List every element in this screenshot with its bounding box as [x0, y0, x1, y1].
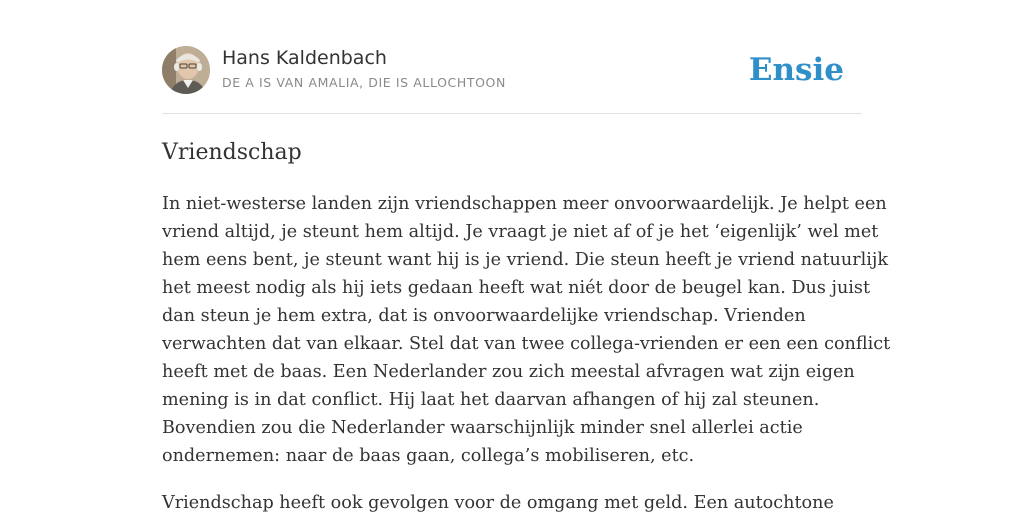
text-line: heeft met de baas. Een Nederlander zou zich meestal afvragen wat zijn eigen [162, 362, 855, 382]
text-line: het meest nodig als hij iets gedaan heeft wat niét door de beugel kan. Dus juist [162, 278, 871, 298]
brand-logo[interactable]: Ensie [748, 52, 844, 88]
author-subtitle[interactable]: DE A IS VAN AMALIA, DIE IS ALLOCHTOON [222, 75, 506, 90]
article-body [162, 190, 891, 512]
paragraph-gap [162, 470, 862, 489]
text-line: ondernemen: naar de baas gaan, collega’s mobiliseren, etc. [162, 446, 695, 466]
article-title: Vriendschap [162, 140, 302, 165]
text-line: In niet-westerse landen zijn vriendschappen meer onvoorwaardelijk. Je helpt een [162, 194, 887, 214]
text-line: hem eens bent, je steunt want hij is je vriend. Die steun heeft je vriend natuurlijk [162, 250, 888, 270]
text-line: vriend altijd, je steunt hem altijd. Je vraagt je niet af of je het ‘eigenlijk’ wel met [162, 222, 879, 242]
text-line: mening is in dat conflict. Hij laat het daarvan afhangen of hij zal steunen. [162, 390, 820, 410]
author-name[interactable]: Hans Kaldenbach [222, 47, 387, 69]
text-line: verwachten dat van elkaar. Stel dat van twee collega-vrienden er een een conflict [162, 334, 891, 354]
author-photo [162, 46, 210, 94]
paragraph-1 [162, 190, 891, 470]
text-line: Bovendien zou die Nederlander waarschijnlijk minder snel allerlei actie [162, 418, 803, 438]
author-avatar[interactable] [162, 46, 210, 94]
paragraph-2 [162, 489, 862, 512]
text-line: Vriendschap heeft ook gevolgen voor de omgang met geld. Een autochtone [162, 493, 834, 512]
text-line: dan steun je hem extra, dat is onvoorwaardelijke vriendschap. Vrienden [162, 306, 806, 326]
header-divider [162, 113, 862, 114]
header [162, 46, 862, 96]
